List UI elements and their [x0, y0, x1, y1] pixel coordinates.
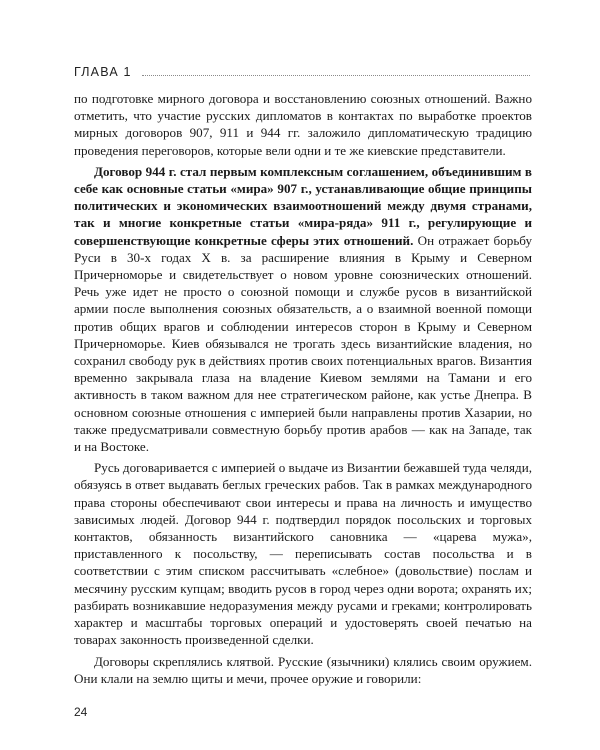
paragraph-4: Договоры скреплялись клятвой. Русские (язычники) клялись своим оружием. Они клали на землю щиты и мечи, прочее оружие и говорили: — [74, 653, 532, 686]
body-text — [74, 90, 532, 687]
paragraph-2-bold-text: Договор 944 г. стал первым комплексным соглашением, объединившим в себе как основные статьи «мира» 907 г., устанавливающие общие принципы политических и экономических взаимоотношений между двумя странами, так и многие конкретные статьи «мира-ряда» 911 г., регулирующие и совершенствующие конкретные сферы этих отношений. — [74, 163, 532, 248]
header-dotted-rule — [142, 75, 530, 76]
running-header — [74, 58, 530, 78]
paragraph-2-text: Он отражает борьбу Руси в 30-х годах X в. за расширение влияния в Крыму и Северном Причерноморье и свидетельствует о новом уровне союзнических отношений. Речь уже идет не просто о союзной помощи и службе русов в византийской армии после выполнения союзных обязательств, а о взаимной военной помощи против общих врагов и соблюдении интересов сторон в Крыму и Северном Причерноморье. Киев обязывался не трогать здесь византийские владения, но сохранил свободу рук в действиях против своих потенциальных врагов. Византия временно закрывала глаза на владение Киевом землями на Тамани и его активность в таком важном для нее стратегическом районе, как устье Днепра. В основном союзные отношения с империей были направлены против Хазарии, но также предусматривали совместную борьбу против арабов — как на Западе, так и на Востоке. — [74, 232, 532, 455]
paragraph-3: Русь договаривается с империей о выдаче из Византии бежавшей туда челяди, обязуясь в ответ выдавать беглых греческих рабов. Так в рамках международного права стороны обеспечивают свои интересы и права на личность и имущество зависимых людей. Договор 944 г. подтвердил порядок посольских и торговых контактов, обязанность византийского сановника — «царева мужа», приставленного к посольству, — переписывать состав посольства и в соответствии с этим списком рассчитывать «слебное» (довольствие) послам и месячину русским купцам; вводить русов в город через одни ворота; охранять их; разбирать возникавшие недоразумения между русами и греками; контролировать характер и масштабы торговых операций и удостоверять своей печатью на товарах законность произведенной сделки. — [74, 460, 532, 648]
page-number: 24 — [74, 705, 88, 719]
paragraph-2 — [74, 163, 532, 455]
chapter-label: ГЛАВА 1 — [74, 64, 132, 79]
paragraph-1: по подготовке мирного договора и восстановлению союзных отношений. Важно отметить, что участие русских дипломатов в контактах по выработке проектов мирных договоров 907, 911 и 944 гг. заложило дипломатическую традицию проведения переговоров, которые вели одни и те же киевские представители. — [74, 91, 532, 158]
